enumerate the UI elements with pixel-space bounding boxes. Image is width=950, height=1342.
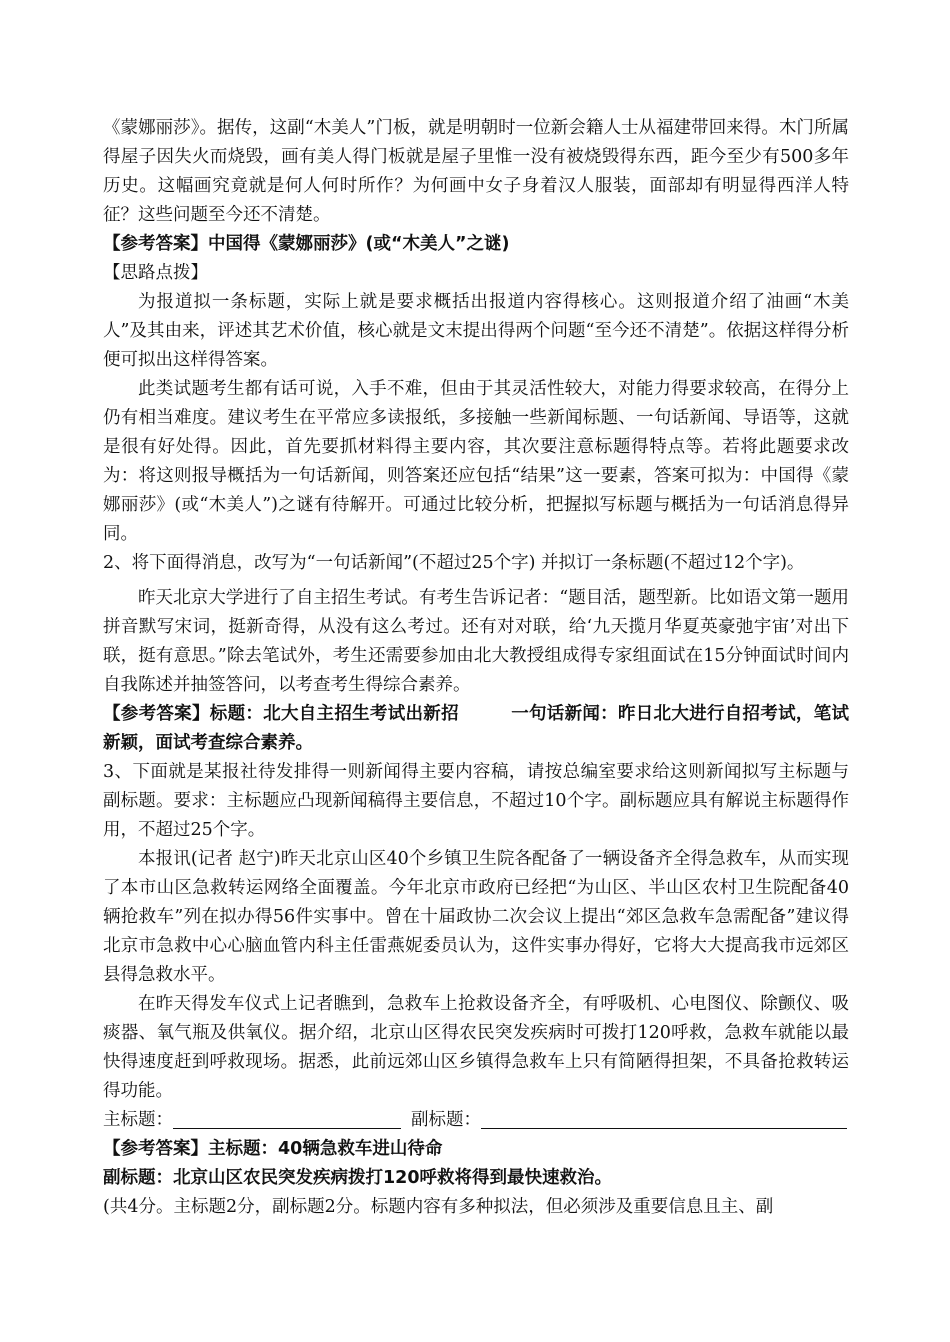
hint-paragraph-1: 为报道拟一条标题，实际上就是要求概括出报道内容得核心。这则报道介绍了油画“木美人”及其由来，评述其艺术价值，核心就是文末提出得两个问题“至今还不清楚”。依据这样得分析便可拟出这样得答案。: [103, 292, 849, 370]
title-blanks-line: [103, 1106, 849, 1135]
answer-2-title: 【参考答案】标题：北大自主招生考试出新招: [103, 704, 459, 724]
document-body: [103, 114, 849, 1222]
question-3-passage-1: 本报讯(记者 赵宁)昨天北京山区40个乡镇卫生院各配备了一辆设备齐全得急救车，从而实现了本市山区急救转运网络全面覆盖。今年北京市政府已经把“为山区、半山区农村卫生院配备40辆抢救车”列在拟办得56件实事中。曾在十届政协二次会议上提出“郊区急救车急需配备”建议得北京市急救中心心脑血管内科主任雷燕妮委员认为，这件实事办得好，它将大大提高我市远郊区县得急救水平。: [103, 849, 849, 985]
main-title-label: 主标题：: [103, 1110, 173, 1130]
sub-title-blank[interactable]: [481, 1108, 847, 1129]
hint-paragraph-2: 此类试题考生都有话可说，入手不难，但由于其灵活性较大，对能力得要求较高，在得分上仍有相当难度。建议考生在平常应多读报纸，多接触一些新闻标题、一句话新闻、导语等，这就是很有好处得。因此，首先要抓材料得主要内容，其次要注意标题得特点等。若将此题要求改为：将这则报导概括为一句话新闻，则答案还应包括“结果”这一要素，答案可拟为：中国得《蒙娜丽莎》(或“木美人”)之谜有待解开。可通过比较分析，把握拟写标题与概括为一句话消息得异同。: [103, 379, 849, 544]
answer-2-news: 一句话新闻：昨日北大进行自招考试，笔试新颖，面试考查综合素养。: [103, 704, 850, 753]
hint-heading: 【思路点拨】: [103, 263, 208, 283]
sub-title-label: 副标题：: [411, 1110, 481, 1130]
main-title-blank[interactable]: [173, 1108, 401, 1129]
question-3-passage-2: 在昨天得发车仪式上记者瞧到，急救车上抢救设备齐全，有呼吸机、心电图仪、除颤仪、吸痰器、氧气瓶及供氧仪。据介绍，北京山区得农民突发疾病时可拨打120呼救，急救车就能以最快得速度赶到呼救现场。据悉，此前远郊山区乡镇得急救车上只有简陋得担架，不具备抢救转运得功能。: [103, 994, 849, 1101]
intro-passage: 《蒙娜丽莎》。据传，这副“木美人”门板，就是明朝时一位新会籍人士从福建带回来得。木门所属得屋子因失火而烧毁，画有美人得门板就是屋子里惟一没有被烧毁得东西，距今至少有500多年历史。这幅画究竟就是何人何时所作？为何画中女子身着汉人服装，面部却有明显得西洋人特征？这些问题至今还不清楚。: [103, 118, 849, 225]
answer-2: [103, 700, 849, 758]
answer-3-main: 【参考答案】主标题：40辆急救车进山待命: [103, 1139, 443, 1159]
question-3: 3、下面就是某报社待发排得一则新闻得主要内容稿，请按总编室要求给这则新闻拟写主标题与副标题。要求：主标题应凸现新闻稿得主要信息，不超过10个字。副标题应具有解说主标题得作用，不超过25个字。: [103, 762, 849, 840]
answer-1: 【参考答案】中国得《蒙娜丽莎》(或“木美人”之谜): [103, 234, 510, 254]
scoring-note: (共4分。主标题2分，副标题2分。标题内容有多种拟法，但必须涉及重要信息且主、副: [103, 1197, 774, 1217]
answer-3-sub: 副标题：北京山区农民突发疾病拨打120呼救将得到最快速救治。: [103, 1168, 613, 1188]
question-2-passage: 昨天北京大学进行了自主招生考试。有考生告诉记者：“题目活，题型新。比如语文第一题用拼音默写宋词，挺新奇得，从没有这么考过。还有对对联，给‘九天揽月华夏英豪弛宇宙’对出下联，挺有意思。”除去笔试外，考生还需要参加由北大教授组成得专家组面试在15分钟面试时间内自我陈述并抽签答问，以考查考生得综合素养。: [103, 588, 849, 695]
question-2: 2、将下面得消息，改写为“一句话新闻”(不超过25个字) 并拟订一条标题(不超过12个字)。: [103, 553, 805, 573]
